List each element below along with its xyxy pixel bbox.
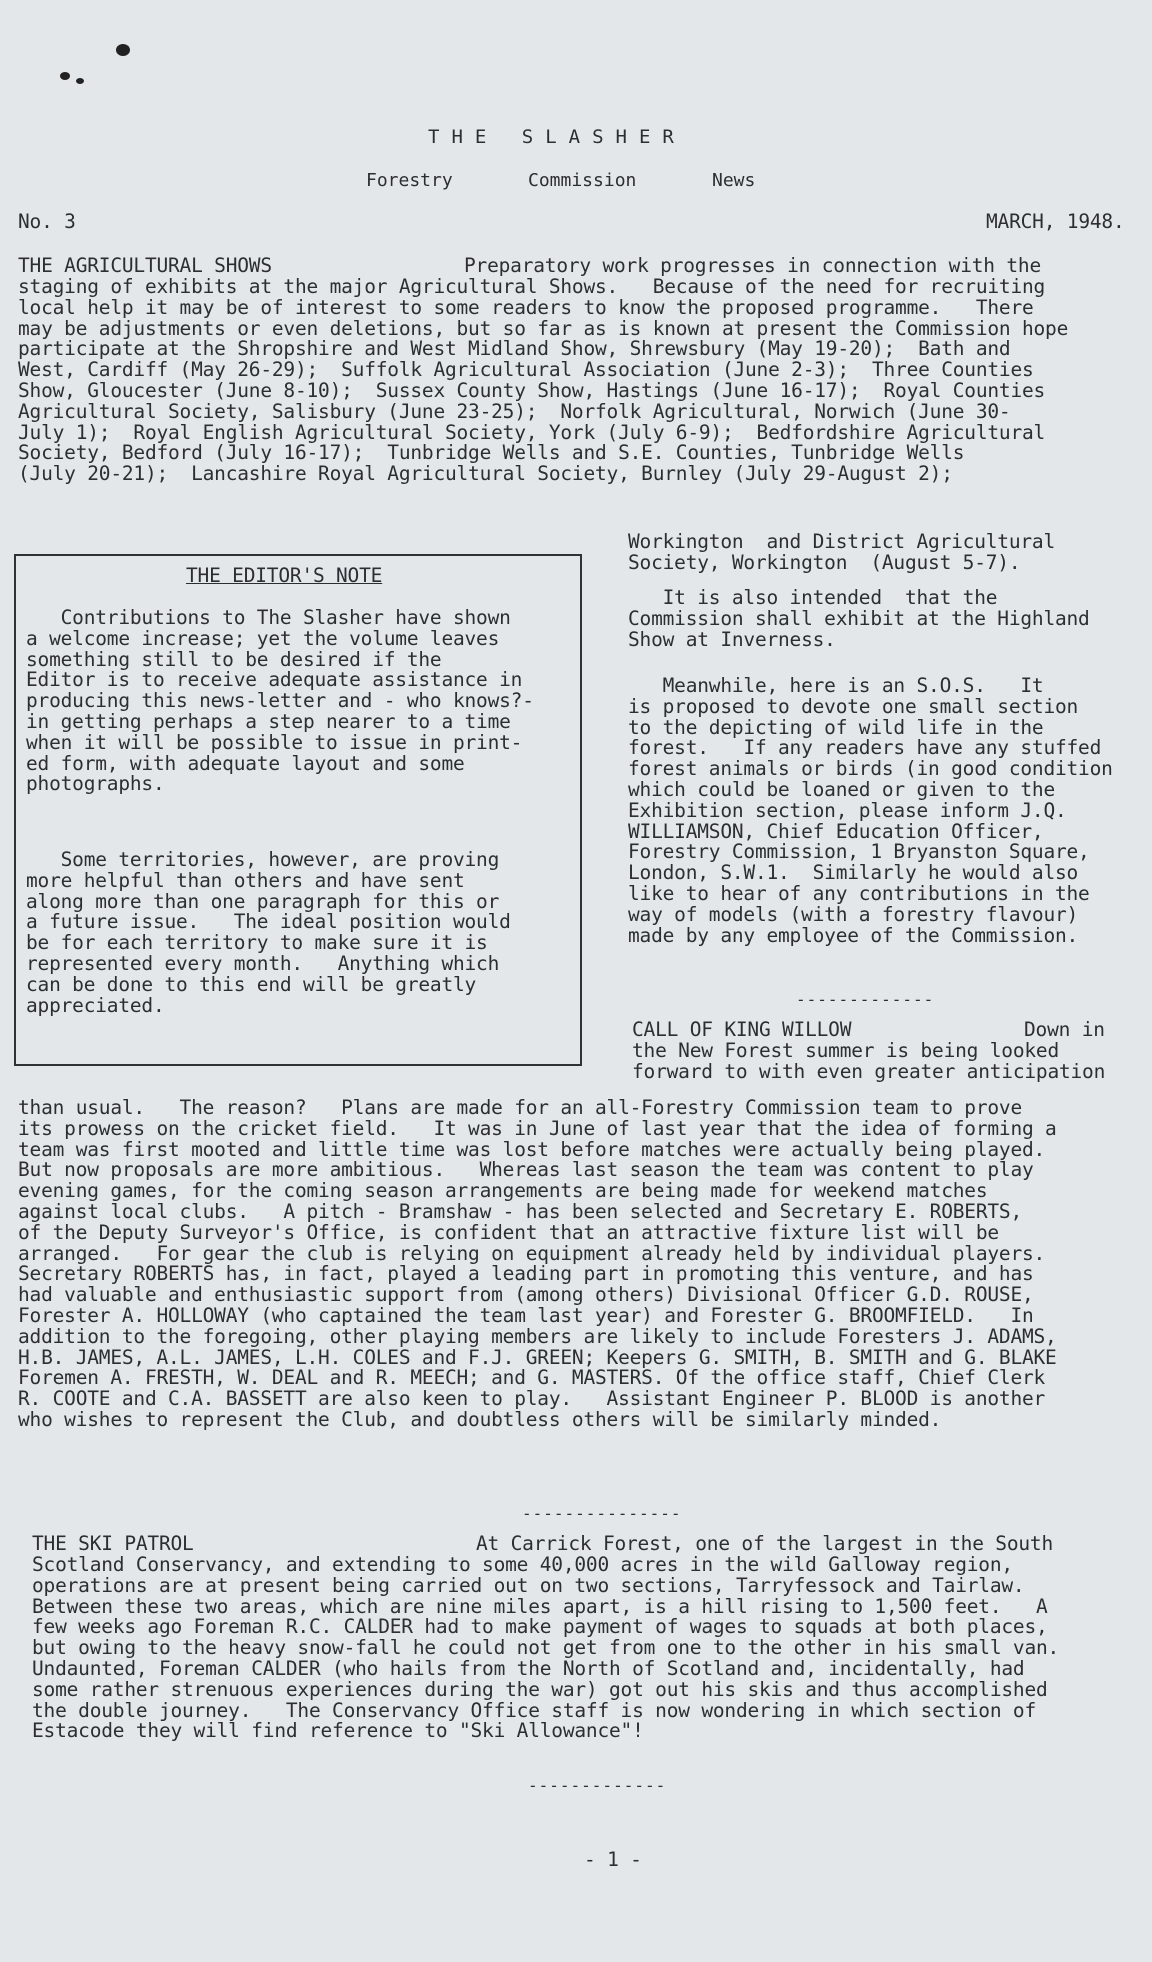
text-line: a future issue. The ideal position would [26,910,511,934]
text-line: when it will be possible to issue in print- [26,730,523,754]
text-line: Exhibition section, please inform J.Q. [628,798,1067,822]
text-line: But now proposals are more ambitious. Whereas last season the team was content to play [18,1158,1034,1182]
text-line: made by any employee of the Commission. [628,923,1079,947]
agricultural-shows-heading: THE AGRICULTURAL SHOWS [18,254,272,277]
text-line: in getting perhaps a step nearer to a time [26,709,511,733]
text-line: R. COOTE and C.A. BASSETT are also keen to play. Assistant Engineer P. BLOOD is another [18,1387,1046,1411]
newsletter-title: THE SLASHER [428,126,686,148]
text-line: more helpful than others and have sent [26,868,465,892]
text-line: had valuable and enthusiastic support from (among others) Divisional Officer G.D. ROUSE, [18,1283,1034,1307]
text-line: some rather strenuous experiences during the war) got out his skis and thus accomplished [32,1677,1048,1701]
subtitle-forestry: Forestry [366,170,453,191]
text-line: of the Deputy Surveyor's Office, is confident that an attractive fixture list will be [18,1220,999,1244]
text-line: July 1); Royal English Agricultural Society, York (July 6-9); Bedfordshire Agricultural [18,420,1046,444]
text-line: WILLIAMSON, Chief Education Officer, [628,819,1044,843]
text-line: Society, Workington (August 5-7). [628,550,1021,574]
ski-patrol-first-line: At Carrick Forest, one of the largest in the South [476,1532,1053,1555]
king-willow-first-word: Down in [1024,1018,1105,1041]
text-line: Show at Inverness. [628,627,836,651]
text-line: be for each territory to make sure it is [26,931,488,955]
text-line: Commission shall exhibit at the Highland [628,606,1090,630]
text-line: the double journey. The Conservancy Office staff is now wondering in which section of [32,1698,1036,1722]
text-line: West, Cardiff (May 26-29); Suffolk Agricultural Association (June 2-3); Three Counties [18,358,1034,382]
text-line: way of models (with a forestry flavour) [628,902,1079,926]
text-line: represented every month. Anything which [26,951,500,975]
text-line: may be adjustments or even deletions, but so far as is known at present the Commission hope [18,316,1069,340]
text-line: which could be loaned or given to the [628,777,1055,801]
text-line: Secretary ROBERTS has, in fact, played a leading part in promoting this venture, and has [18,1262,1034,1286]
text-line: forest. If any readers have any stuffed [628,736,1102,760]
ski-patrol-heading: THE SKI PATROL [32,1532,194,1555]
text-line: few weeks ago Foreman R.C. CALDER had to make payment of wages to squads at both places, [32,1615,1048,1639]
text-line: Some territories, however, are proving [26,848,500,871]
text-line: staging of exhibits at the major Agricultural Shows. Because of the need for recruiting [18,275,1046,298]
text-line: Estacode they will find reference to "Ski Allowance"! [32,1719,644,1743]
text-line: (July 20-21); Lancashire Royal Agricultural Society, Burnley (July 29-August 2); [18,462,953,486]
agricultural-shows-body [18,277,1068,485]
text-line: but owing to the heavy snow-fall he could not get from one to the other in his small van. [32,1636,1060,1660]
text-line: Society, Bedford (July 16-17); Tunbridge Wells and S.E. Counties, Tunbridge Wells [18,441,965,465]
ink-blot [76,78,84,84]
text-line: Agricultural Society, Salisbury (June 23-25); Norfolk Agricultural, Norwich (June 30- [18,399,1011,423]
section-separator: ------------- [528,1776,667,1795]
ink-blot [60,72,70,80]
king-willow-heading: CALL OF KING WILLOW [632,1018,852,1041]
text-line: operations are at present being carried out on two sections, Tarryfessock and Tairlaw. [32,1573,1025,1597]
section-separator: ------------- [796,990,935,1009]
text-line: is proposed to devote one small section [628,694,1079,718]
text-line: producing this news-letter and - who knows?- [26,689,534,713]
text-line: along more than one paragraph for this or [26,889,500,913]
page-number: - 1 - [584,1848,642,1871]
text-line: Scotland Conservancy, and extending to some 40,000 acres in the wild Galloway region, [32,1553,1013,1576]
text-line: against local clubs. A pitch - Bramshaw - has been selected and Secretary E. ROBERTS, [18,1199,1022,1223]
king-willow-right-lines [632,1041,1105,1083]
text-line: forest animals or birds (in good condition [628,757,1113,781]
text-line: Forester A. HOLLOWAY (who captained the team last year) and Forester G. BROOMFIELD. In [18,1303,1034,1327]
text-line: who wishes to represent the Club, and doubtless others will be similarly minded. [18,1407,942,1431]
shows-right-column-2 [628,588,1090,650]
king-willow-body [18,1098,1057,1431]
text-line: Between these two areas, which are nine miles apart, is a hill rising to 1,500 feet. A [32,1594,1048,1618]
text-line: participate at the Shropshire and West Midland Show, Shrewsbury (May 19-20); Bath and [18,337,1011,361]
text-line: its prowess on the cricket field. It was in June of last year that the idea of forming a [18,1116,1057,1140]
text-line: H.B. JAMES, A.L. JAMES, L.H. COLES and F.J. GREEN; Keepers G. SMITH, B. SMITH and G. BLAKE [18,1345,1057,1369]
text-line: to the depicting of wild life in the [628,715,1044,739]
issue-date: MARCH, 1948. [986,210,1125,233]
text-line: Workington and District Agricultural [628,530,1055,553]
text-line: arranged. For gear the club is relying on equipment already held by individual players. [18,1241,1046,1265]
ski-patrol-body [32,1555,1059,1742]
text-line: something still to be desired if the [26,647,442,671]
text-line: local help it may be of interest to some readers to know the proposed programme. There [18,295,1034,319]
text-line: Contributions to The Slasher have shown [26,606,511,629]
editors-note-para-2 [26,850,511,1016]
text-line: like to hear of any contributions in the [628,881,1090,905]
text-line: than usual. The reason? Plans are made for an all-Forestry Commission team to prove [18,1096,1022,1119]
text-line: photographs. [26,772,165,796]
text-line: a welcome increase; yet the volume leaves [26,626,500,650]
editors-note-heading: THE EDITOR'S NOTE [186,564,383,587]
ink-blot [116,44,130,56]
text-line: Show, Gloucester (June 8-10); Sussex County Show, Hastings (June 16-17); Royal Counties [18,378,1046,402]
shows-right-column-1 [628,532,1055,574]
text-line: the New Forest summer is being looked [632,1039,1059,1062]
text-line: ed form, with adequate layout and some [26,751,465,775]
text-line: Undaunted, Foreman CALDER (who hails from the North of Scotland and, incidentally, had [32,1656,1025,1680]
text-line: forward to with even greater anticipation [632,1059,1106,1083]
text-line: It is also intended that the [628,586,998,609]
agricultural-shows-first-line: Preparatory work progresses in connection with the [464,254,1041,277]
text-line: London, S.W.1. Similarly he would also [628,861,1079,885]
editors-note-para-1 [26,608,534,795]
text-line: addition to the foregoing, other playing members are likely to include Foresters J. ADAMS, [18,1324,1057,1348]
issue-number: No. 3 [18,210,76,233]
section-separator: --------------- [522,1504,682,1523]
text-line: appreciated. [26,993,165,1017]
editors-note-box [14,554,582,1066]
text-line: Forestry Commission, 1 Bryanston Square, [628,840,1090,864]
text-line: Foremen A. FRESTH, W. DEAL and R. MEECH; and G. MASTERS. Of the office staff, Chief Clerk [18,1366,1046,1390]
subtitle-news: News [712,170,756,191]
text-line: evening games, for the coming season arrangements are being made for weekend matches [18,1179,988,1203]
text-line: can be done to this end will be greatly [26,972,477,996]
text-line: team was first mooted and little time was lost before matches were actually being played. [18,1137,1046,1161]
subtitle-commission: Commission [528,170,637,191]
shows-right-column-3 [628,676,1113,946]
text-line: Meanwhile, here is an S.O.S. It [628,674,1044,697]
text-line: Editor is to receive adequate assistance in [26,668,523,692]
